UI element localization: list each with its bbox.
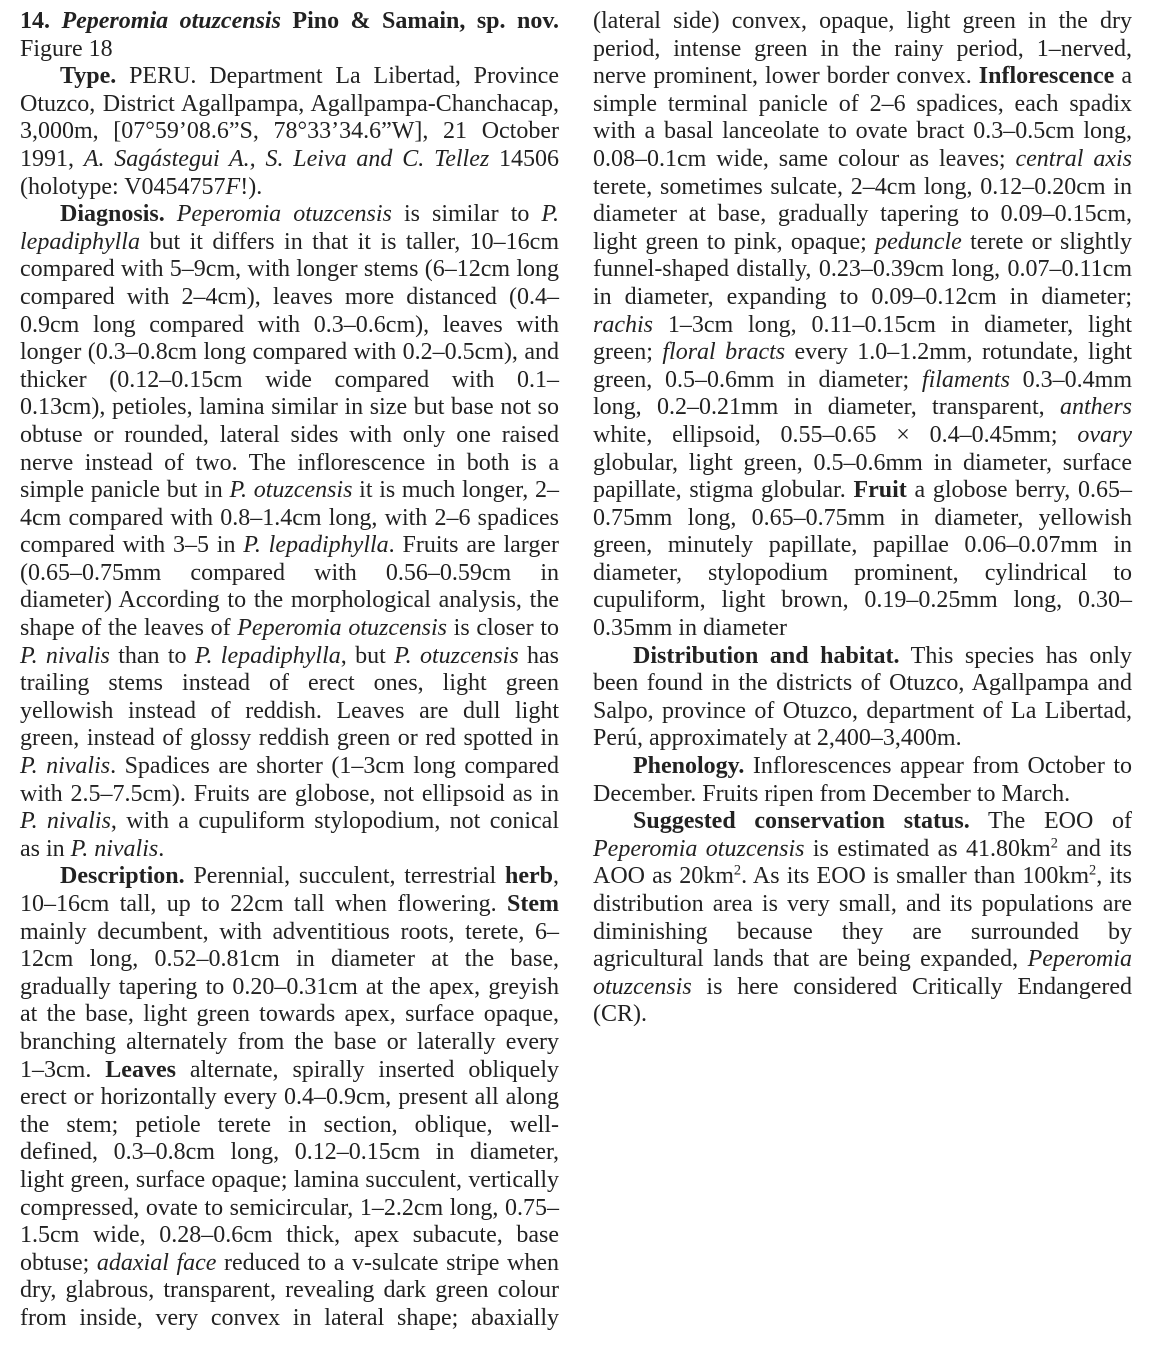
bold-text: Inflorescence [978,63,1115,90]
text-run: white, ellipsoid, 0.55–0.65 × 0.4–0.45mm; [593,421,1078,448]
text-run: than to [109,642,195,669]
text-run: !). [240,173,263,200]
text-run: globular, light green, 0.5–0.6mm in diameter, surface papillate, stigma globular. [593,449,1132,504]
text-run: 0.3–0.4mm long, 0.2–0.21mm in diameter, transparent, [593,366,1133,421]
text-run: reduced to a v-sulcate stripe when dry, glabrous, transparent, revealing dark green colour from inside, very convex in lateral shape; abaxially (lateral side) convex, opaque, light green in the dry period, intense green in the rainy period, 1–nerved, nerve prominent, lower border convex. [20,8,1132,1331]
text-run: terete, sometimes sulcate, 2–4cm long, 0.12–0.20cm in diameter at base, gradually tapering to 0.09–0.15cm, light green to pink, opaque; [593,173,1132,255]
text-run: is estimated as 41.80km [804,835,1051,862]
text-run: mainly decumbent, with adventitious roots, terete, 6–12cm long, 0.52–0.81cm in diameter at the base, gradually tapering to 0.20–0.31cm at the apex, greyish at the base, light green towards apex, surface opaque, branching alternately from the base or laterally every 1–3cm. [20,918,559,1083]
bold-text: Fruit [853,477,907,504]
text-run: is here considered Critically Endangered (CR). [593,973,1132,1028]
text-run: has trailing stems instead of erect ones, light green yellowish instead of reddish. Leaves are dull light green, instead of glossy reddish green or red spotted in [20,642,559,752]
italic-text: central axis [1015,145,1132,172]
bold-text: Type. [60,63,117,90]
text-run: it is much longer, 2–4cm compared with 0.8–1.4cm long, with 2–6 spadices compared with 3–5 in [20,477,560,559]
italic-text: P. lepadiphylla [243,532,389,559]
text-run: 1–3cm long, 0.11–0.15cm in diameter, light green; [593,311,1132,366]
text-run: The EOO of [969,808,1133,835]
text-run: , 10–16cm tall, up to 22cm tall when flowering. [20,863,559,917]
italic-text: P. nivalis [20,753,111,780]
italic-text: P. nivalis [70,835,159,862]
italic-text: floral bracts [662,339,786,366]
italic-text: F [225,173,241,200]
italic-text: Peperomia otuzcensis [593,946,1132,1000]
conservation-paragraph [593,808,1132,1029]
text-run: . [158,835,165,862]
text-run [165,201,177,227]
distribution-paragraph [593,643,1132,753]
text-run: terete or slightly funnel-shaped distally, 0.23–0.39cm long, 0.07–0.11cm in diameter, expanding to 0.09–0.12cm in diameter; [593,228,1132,310]
text-run: , but [340,642,395,669]
type-paragraph [20,63,559,201]
italic-text: ovary [1077,421,1132,448]
italic-text: anthers [1060,394,1132,421]
text-run: is similar to [391,201,542,228]
text-run: Inflorescences appear from October to December. Fruits ripen from December to March. [593,753,1132,807]
text-run: . As its EOO is smaller than 100km [741,863,1089,890]
italic-text: peduncle [875,228,962,255]
bold-text: Pino & Samain, sp. nov. [280,8,560,34]
bold-text: Stem [507,891,559,917]
text-run: Perennial, succulent, terrestrial [184,863,505,890]
italic-text: P. otuzcensis [394,642,519,669]
text-run: alternate, spirally inserted obliquely erect or horizontally every 0.4–0.9cm, present all along the stem; petiole terete in section, oblique, well-defined, 0.3–0.8cm long, 0.12–0.15cm in diameter, light green, surface opaque; lamina succulent, vertically compressed, ovate to semicircular, 1–2.2cm long, 0.75–1.5cm wide, 0.28–0.6cm thick, apex subacute, base obtuse; [20,1056,559,1276]
text-run: , with a cupuliform stylopodium, not conical as in [20,808,559,862]
italic-text: filaments [921,366,1010,393]
text-run: 14506 (holotype: V0454757 [20,145,560,200]
species-account [20,8,1132,1353]
bold-text: Peperomia otuzcensis [61,8,281,34]
text-run: , its distribution area is very small, and its populations are diminishing because they are surrounded by agricultural lands that are being expanded, [593,863,1133,973]
superscript: 2 [1089,862,1097,879]
bold-text: 14. [20,8,62,34]
bold-text: Suggested conservation status. [633,808,970,835]
text-run: and its AOO as 20km [593,835,1133,890]
bold-text: Diagnosis. [60,201,165,228]
bold-text: Description. [60,863,185,890]
bold-text: Leaves [105,1056,176,1083]
italic-text: P. nivalis [20,808,111,835]
text-run: a simple terminal panicle of 2–6 spadices, each spadix with a basal lanceolate to ovate bract 0.3–0.5cm long, 0.08–0.1cm wide, same colour as leaves; [593,63,1132,172]
diagnosis-paragraph [20,201,559,863]
text-run: . Spadices are shorter (1–3cm long compared with 2.5–7.5cm). Fruits are globose, not ellipsoid as in [20,753,559,807]
bold-text: herb [505,863,553,890]
italic-text: P. otuzcensis [229,477,353,504]
italic-text: rachis [593,311,653,338]
text-run: every 1.0–1.2mm, rotundate, light green, 0.5–0.6mm in diameter; [593,339,1132,393]
text-run: but it differs in that it is taller, 10–16cm compared with 5–9cm, with longer stems (6–12cm long compared with 2–4cm), leaves more distanced (0.4–0.9cm long compared with 0.3–0.6cm), leaves with longer (0.3–0.8cm long compared with 0.2–0.5cm), and thicker (0.12–0.15cm wide compared with 0.1–0.13cm), petioles, lamina similar in size but base not so obtuse or rounded, lateral sides with only one raised nerve instead of two. The inflorescence in both is a simple panicle but in [20,228,559,504]
superscript: 2 [1050,835,1058,852]
bold-text: Phenology. [633,753,745,780]
italic-text: P. lepadiphylla [194,642,341,669]
text-run: Figure 18 [20,35,113,62]
text-run: This species has only been found in the districts of Otuzco, Agallpampa and Salpo, province of Otuzco, department of La Libertad, Perú, approximately at 2,400–3,400m. [593,642,1132,752]
italic-text: Peperomia otuzcensis [237,615,448,642]
text-run: a globose berry, 0.65–0.75mm long, 0.65–0.75mm in diameter, yellowish green, minutely papillate, papillae 0.06–0.07mm in diameter, stylopodium prominent, cylindrical to cupuliform, light brown, 0.19–0.25mm long, 0.30–0.35mm in diameter [593,477,1133,642]
bold-text: Distribution and habitat. [633,642,900,669]
italic-text: adaxial face [96,1249,217,1276]
italic-text: A. Sagástegui A., S. Leiva and C. Tellez [83,145,490,172]
italic-text: P. lepadiphylla [20,201,559,255]
species-heading [20,8,559,63]
text-run: is closer to [447,615,560,642]
italic-text: Peperomia otuzcensis [593,835,805,862]
text-run: PERU. Department La Libertad, Province Otuzco, District Agallpampa, Agallpampa-Chanchacap, 3,000m, [07°59’08.6”S, 78°33’34.6”W], 21 October 1991, [20,63,559,172]
superscript: 2 [733,862,742,879]
phenology-paragraph [593,753,1132,808]
italic-text: Peperomia otuzcensis [176,201,392,228]
italic-text: P. nivalis [20,642,110,669]
text-run: . Fruits are larger (0.65–0.75mm compared with 0.56–0.59cm in diameter) According to the morphological analysis, the shape of the leaves of [20,532,559,642]
